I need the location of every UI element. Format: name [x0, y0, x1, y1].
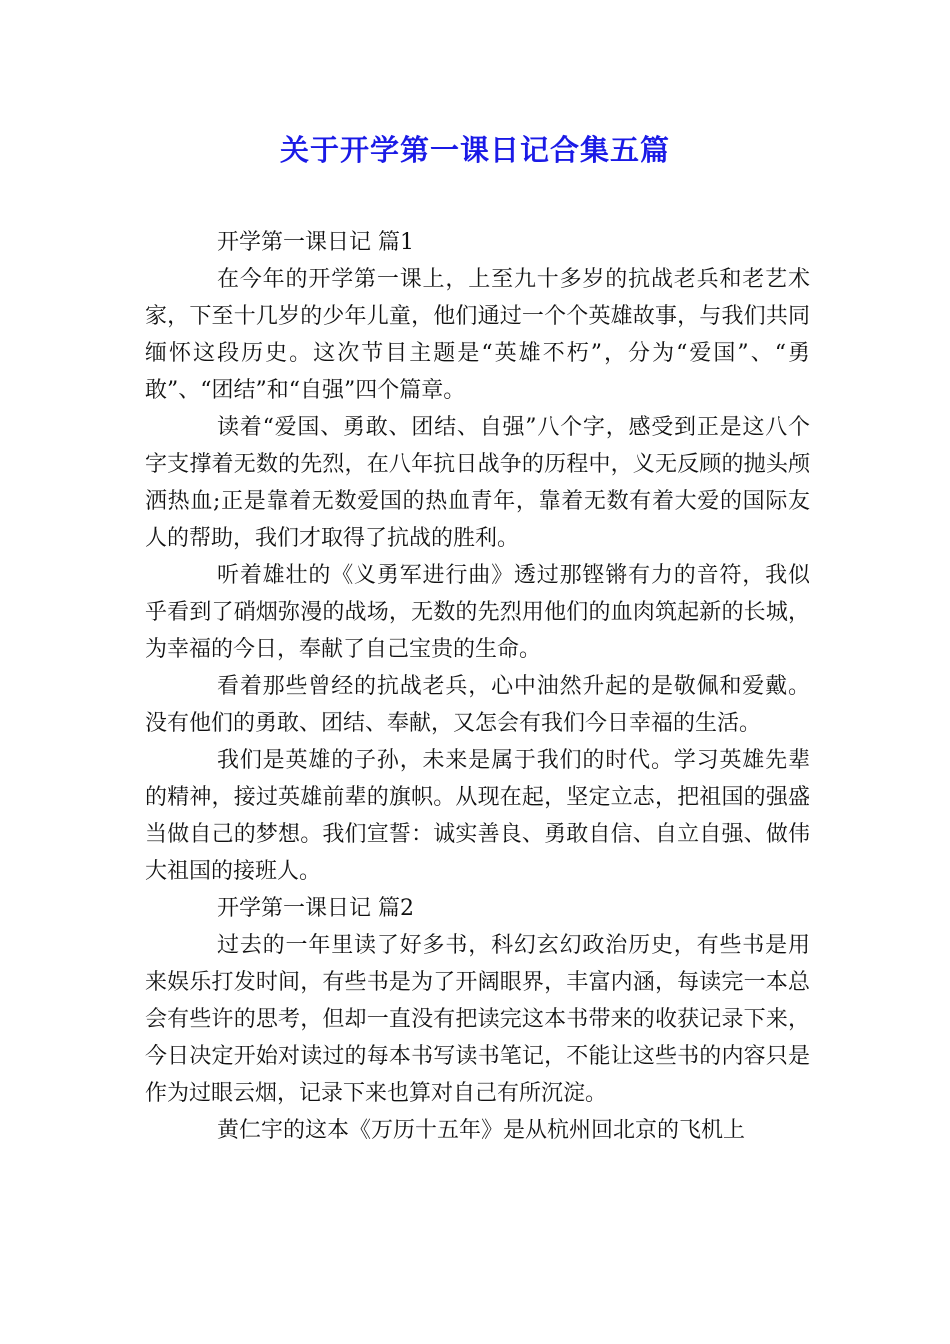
paragraph: 过去的一年里读了好多书，科幻玄幻政治历史，有些书是用来娱乐打发时间，有些书是为了开阔眼界，丰富内涵，每读完一本总会有些许的思考，但却一直没有把读完这本书带来的收获记录下来，今日决定开始对读过的每本书写读书笔记，不能让这些书的内容只是作为过眼云烟，记录下来也算对自己有所沉淀。 — [145, 933, 810, 1106]
document-body — [145, 224, 810, 1149]
section-heading: 开学第一课日记 篇1 — [217, 230, 414, 255]
paragraph: 看着那些曾经的抗战老兵，心中油然升起的是敬佩和爱戴。没有他们的勇敢、团结、奉献，又怎会有我们今日幸福的生活。 — [145, 674, 810, 736]
paragraph: 黄仁宇的这本《万历十五年》是从杭州回北京的飞机上 — [217, 1118, 746, 1143]
paragraph: 在今年的开学第一课上，上至九十多岁的抗战老兵和老艺术家，下至十几岁的少年儿童，他们通过一个个英雄故事，与我们共同缅怀这段历史。这次节目主题是“英雄不朽”，分为“爱国”、“勇敢”、“团结”和“自强”四个篇章。 — [145, 267, 810, 403]
section-heading: 开学第一课日记 篇2 — [217, 896, 414, 921]
document-title: 关于开学第一课日记合集五篇 — [279, 133, 670, 167]
paragraph: 我们是英雄的子孙，未来是属于我们的时代。学习英雄先辈的精神，接过英雄前辈的旗帜。从现在起，坚定立志，把祖国的强盛当做自己的梦想。我们宣誓：诚实善良、勇敢自信、自立自强、做伟大祖国的接班人。 — [145, 748, 810, 884]
paragraph: 读着“爱国、勇敢、团结、自强”八个字，感受到正是这八个字支撑着无数的先烈，在八年抗日战争的历程中，义无反顾的抛头颅洒热血;正是靠着无数爱国的热血青年，靠着无数有着大爱的国际友人的帮助，我们才取得了抗战的胜利。 — [145, 415, 810, 551]
paragraph: 听着雄壮的《义勇军进行曲》透过那铿锵有力的音符，我似乎看到了硝烟弥漫的战场，无数的先烈用他们的血肉筑起新的长城，为幸福的今日，奉献了自己宝贵的生命。 — [145, 563, 810, 662]
